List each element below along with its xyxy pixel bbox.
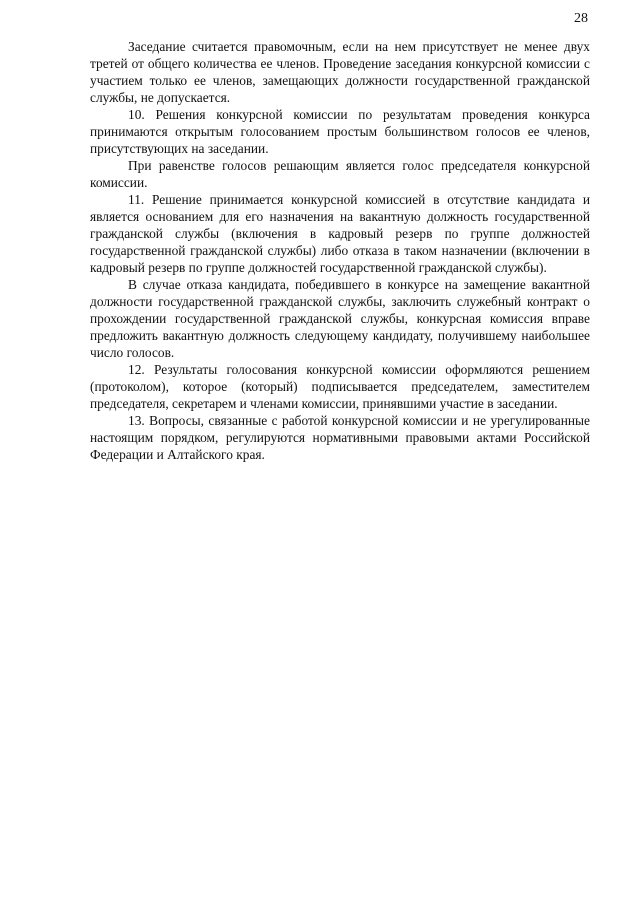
page-number: 28: [574, 11, 588, 26]
paragraph-item-13: 13. Вопросы, связанные с работой конкурсной комиссии и не урегулированные настоящим порядком, регулируются нормативными правовыми актами Российской Федерации и Алтайского края.: [90, 413, 590, 462]
document-body: [90, 38, 590, 463]
paragraph-item-12: 12. Результаты голосования конкурсной комиссии оформляются решением (протоколом), которое (который) подписывается председателем, заместителем председателя, секретарем и членами комиссии, принявшими участие в заседании.: [90, 362, 590, 411]
paragraph-tie-vote: При равенстве голосов решающим является голос председателя конкурсной комиссии.: [90, 158, 590, 190]
paragraph-candidate-refusal: В случае отказа кандидата, победившего в конкурсе на замещение вакантной должности государственной гражданской службы, заключить служебный контракт о прохождении государственной гражданской службы, конкурсная комиссия вправе предложить вакантную должность следующему кандидату, получившему наибольшее число голосов.: [90, 277, 590, 360]
paragraph-item-11: 11. Решение принимается конкурсной комиссией в отсутствие кандидата и является основанием для его назначения на вакантную должность государственной гражданской службы (включения в кадровый резерв по группе должностей государственной гражданской службы) либо отказа в таком назначении (включении в кадровый резерв по группе должностей государственной гражданской службы).: [90, 192, 590, 275]
paragraph-quorum: Заседание считается правомочным, если на нем присутствует не менее двух третей от общего количества ее членов. Проведение заседания конкурсной комиссии с участием только ее членов, замещающих должности государственной гражданской службы, не допускается.: [90, 39, 590, 105]
paragraph-item-10: 10. Решения конкурсной комиссии по результатам проведения конкурса принимаются открытым голосованием простым большинством голосов ее членов, присутствующих на заседании.: [90, 107, 590, 156]
